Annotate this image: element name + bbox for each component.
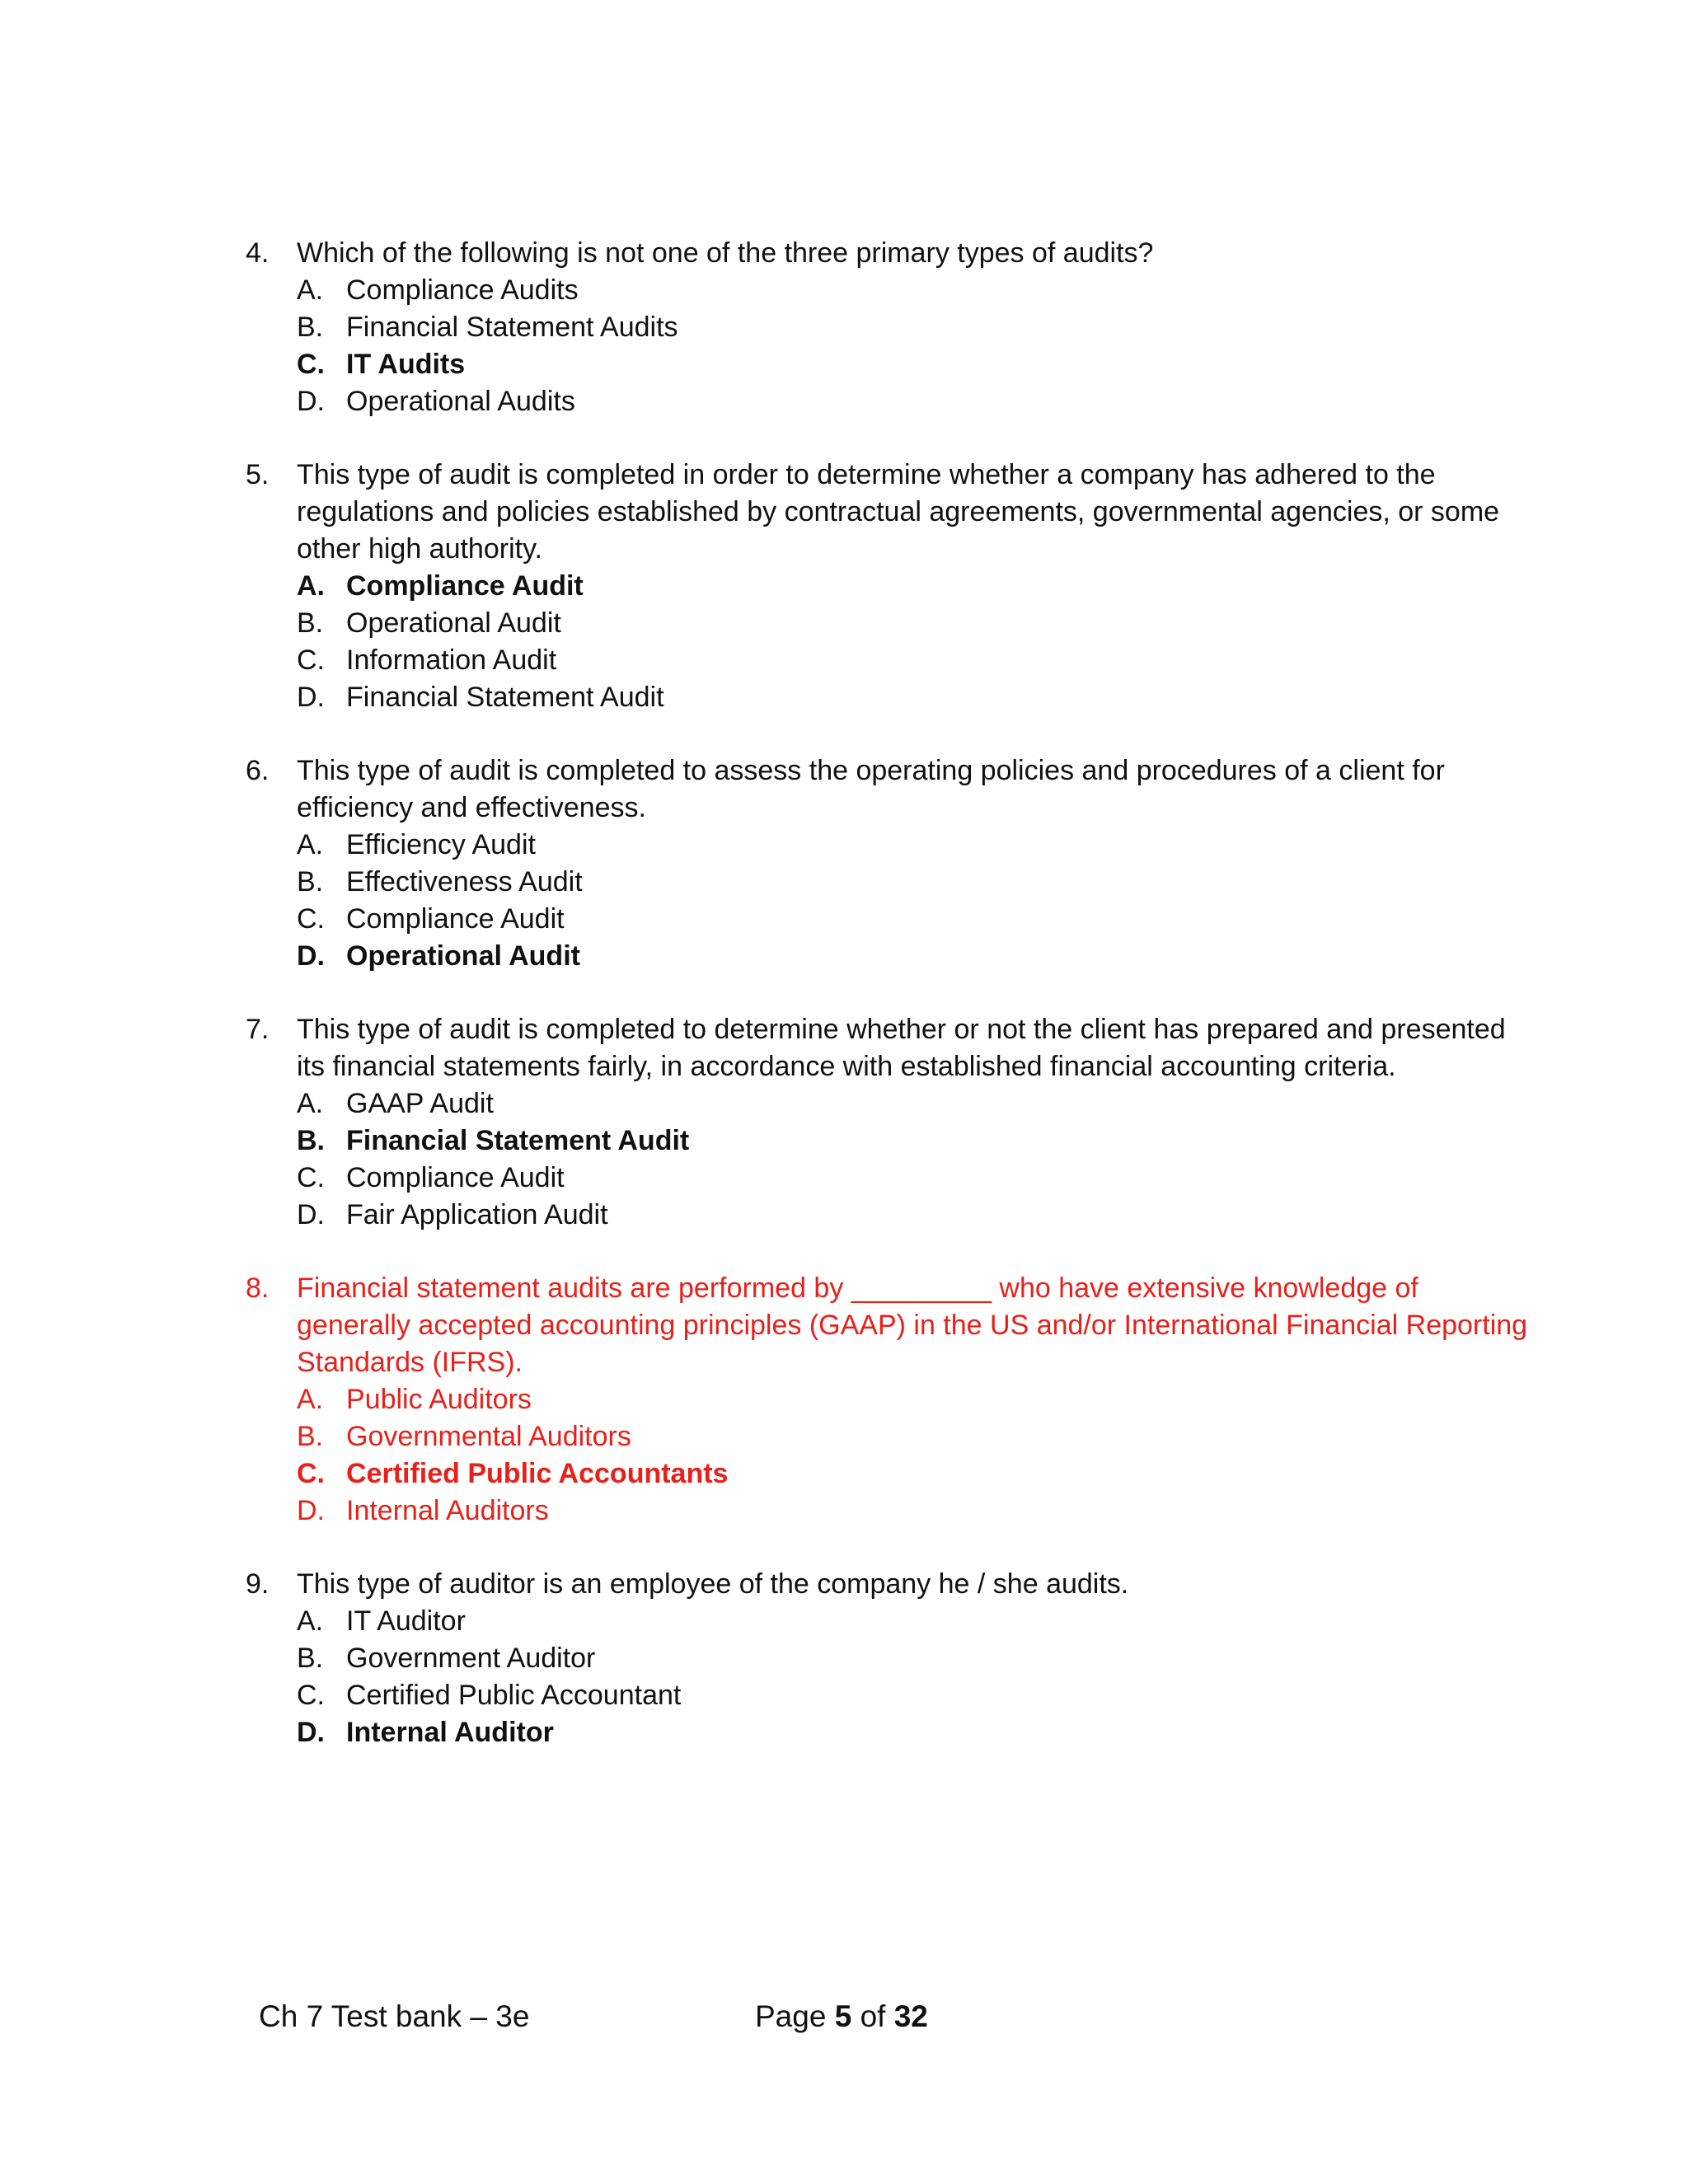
option-text: Information Audit xyxy=(346,644,557,676)
answer-option-correct xyxy=(297,1455,1531,1493)
option-letter: A. xyxy=(297,1088,324,1119)
option-letter: D. xyxy=(297,1495,325,1526)
option-text: Operational Audit xyxy=(346,607,561,639)
question-number: 4. xyxy=(246,237,270,269)
question-item xyxy=(246,457,1531,716)
option-text: Financial Statement Audits xyxy=(346,312,678,343)
answer-option xyxy=(297,272,1531,309)
option-letter: A. xyxy=(297,570,325,602)
option-text: IT Auditor xyxy=(346,1605,466,1637)
option-text: Certified Public Accountants xyxy=(346,1458,729,1489)
option-letter: C. xyxy=(297,903,325,935)
answer-option-correct xyxy=(297,568,1531,605)
option-letter: C. xyxy=(297,1680,325,1711)
option-text: Operational Audit xyxy=(346,940,580,972)
footer-document-title: Ch 7 Test bank – 3e xyxy=(259,1999,530,2033)
option-text: IT Audits xyxy=(346,349,466,380)
option-letter: B. xyxy=(297,866,324,898)
option-letter: A. xyxy=(297,829,324,860)
option-letter: D. xyxy=(297,1199,325,1230)
footer-page-current: 5 xyxy=(834,1999,852,2033)
question-item xyxy=(246,752,1531,975)
question-item xyxy=(246,235,1531,420)
footer-page-number xyxy=(755,1998,928,2036)
footer-page-prefix: Page xyxy=(755,1999,827,2033)
answer-option-correct xyxy=(297,1714,1531,1751)
footer-page-of: of xyxy=(860,1999,886,2033)
option-letter: D. xyxy=(297,386,325,417)
option-text: Compliance Audits xyxy=(346,274,579,306)
footer-page-total: 32 xyxy=(893,1999,928,2033)
answer-option xyxy=(297,1160,1531,1197)
answer-option xyxy=(297,1381,1531,1418)
option-letter: D. xyxy=(297,1717,325,1748)
answer-option xyxy=(297,827,1531,864)
question-stem xyxy=(246,1011,1531,1085)
answer-option xyxy=(297,383,1531,420)
answer-option xyxy=(297,1640,1531,1677)
question-number: 6. xyxy=(246,755,270,786)
question-number: 7. xyxy=(246,1014,270,1045)
option-text: Certified Public Accountant xyxy=(346,1680,682,1711)
answer-option xyxy=(297,679,1531,716)
option-letter: C. xyxy=(297,644,325,676)
option-letter: C. xyxy=(297,349,325,380)
question-text: Financial statement audits are performed by _________ who have extensive knowledge of generally accepted accounting principles (GAAP) in the US and/or International Financial Reporting Standards (IFRS). xyxy=(297,1272,1528,1378)
option-letter: B. xyxy=(297,1643,324,1674)
question-text: This type of audit is completed in order to determine whether a company has adhered to the regulations and policies established by contractual agreements, governmental agencies, or some other high authority. xyxy=(297,459,1500,565)
question-item xyxy=(246,1011,1531,1234)
option-letter: D. xyxy=(297,682,325,713)
answer-option xyxy=(297,642,1531,679)
option-text: Internal Auditors xyxy=(346,1495,549,1526)
option-text: Compliance Audit xyxy=(346,903,565,935)
answer-option xyxy=(297,1603,1531,1640)
answer-options xyxy=(297,1085,1531,1234)
answer-option xyxy=(297,901,1531,938)
answer-option-correct xyxy=(297,938,1531,975)
option-text: Compliance Audit xyxy=(346,1162,565,1193)
option-letter: B. xyxy=(297,1125,325,1156)
option-letter: A. xyxy=(297,1384,324,1415)
question-list xyxy=(246,235,1531,1788)
answer-option-correct xyxy=(297,346,1531,383)
answer-options xyxy=(297,1603,1531,1751)
option-text: Efficiency Audit xyxy=(346,829,536,860)
option-text: Government Auditor xyxy=(346,1643,596,1674)
answer-option xyxy=(297,1418,1531,1455)
option-letter: D. xyxy=(297,940,325,972)
option-text: Governmental Auditors xyxy=(346,1421,631,1452)
question-text: Which of the following is not one of the three primary types of audits? xyxy=(297,237,1154,269)
answer-option xyxy=(297,1085,1531,1122)
answer-options xyxy=(297,568,1531,716)
option-text: Internal Auditor xyxy=(346,1717,554,1748)
option-letter: B. xyxy=(297,1421,324,1452)
question-text: This type of audit is completed to determine whether or not the client has prepared and presented its financial statements fairly, in accordance with established financial accounting criteria. xyxy=(297,1014,1506,1082)
option-text: Fair Application Audit xyxy=(346,1199,608,1230)
option-letter: B. xyxy=(297,607,324,639)
option-letter: B. xyxy=(297,312,324,343)
answer-options xyxy=(297,272,1531,420)
answer-option xyxy=(297,1677,1531,1714)
option-letter: A. xyxy=(297,274,324,306)
option-text: GAAP Audit xyxy=(346,1088,494,1119)
option-text: Financial Statement Audit xyxy=(346,1125,690,1156)
option-text: Operational Audits xyxy=(346,386,575,417)
option-letter: C. xyxy=(297,1162,325,1193)
answer-option xyxy=(297,864,1531,901)
question-stem xyxy=(246,235,1531,272)
answer-option xyxy=(297,605,1531,642)
answer-options xyxy=(297,827,1531,975)
answer-option xyxy=(297,1197,1531,1234)
option-letter: C. xyxy=(297,1458,325,1489)
option-text: Compliance Audit xyxy=(346,570,584,602)
question-number: 5. xyxy=(246,459,270,490)
option-letter: A. xyxy=(297,1605,324,1637)
question-stem xyxy=(246,457,1531,568)
option-text: Financial Statement Audit xyxy=(346,682,664,713)
answer-option-correct xyxy=(297,1122,1531,1160)
question-text: This type of auditor is an employee of the company he / she audits. xyxy=(297,1568,1129,1600)
question-stem xyxy=(246,1270,1531,1381)
question-stem xyxy=(246,1566,1531,1603)
answer-option xyxy=(297,309,1531,346)
question-stem xyxy=(246,752,1531,827)
question-number: 9. xyxy=(246,1568,270,1600)
question-item xyxy=(246,1270,1531,1530)
option-text: Effectiveness Audit xyxy=(346,866,583,898)
option-text: Public Auditors xyxy=(346,1384,532,1415)
question-number: 8. xyxy=(246,1272,270,1304)
answer-option xyxy=(297,1493,1531,1530)
question-item xyxy=(246,1566,1531,1751)
question-text: This type of audit is completed to assess the operating policies and procedures of a client for efficiency and effectiveness. xyxy=(297,755,1445,823)
answer-options xyxy=(297,1381,1531,1530)
